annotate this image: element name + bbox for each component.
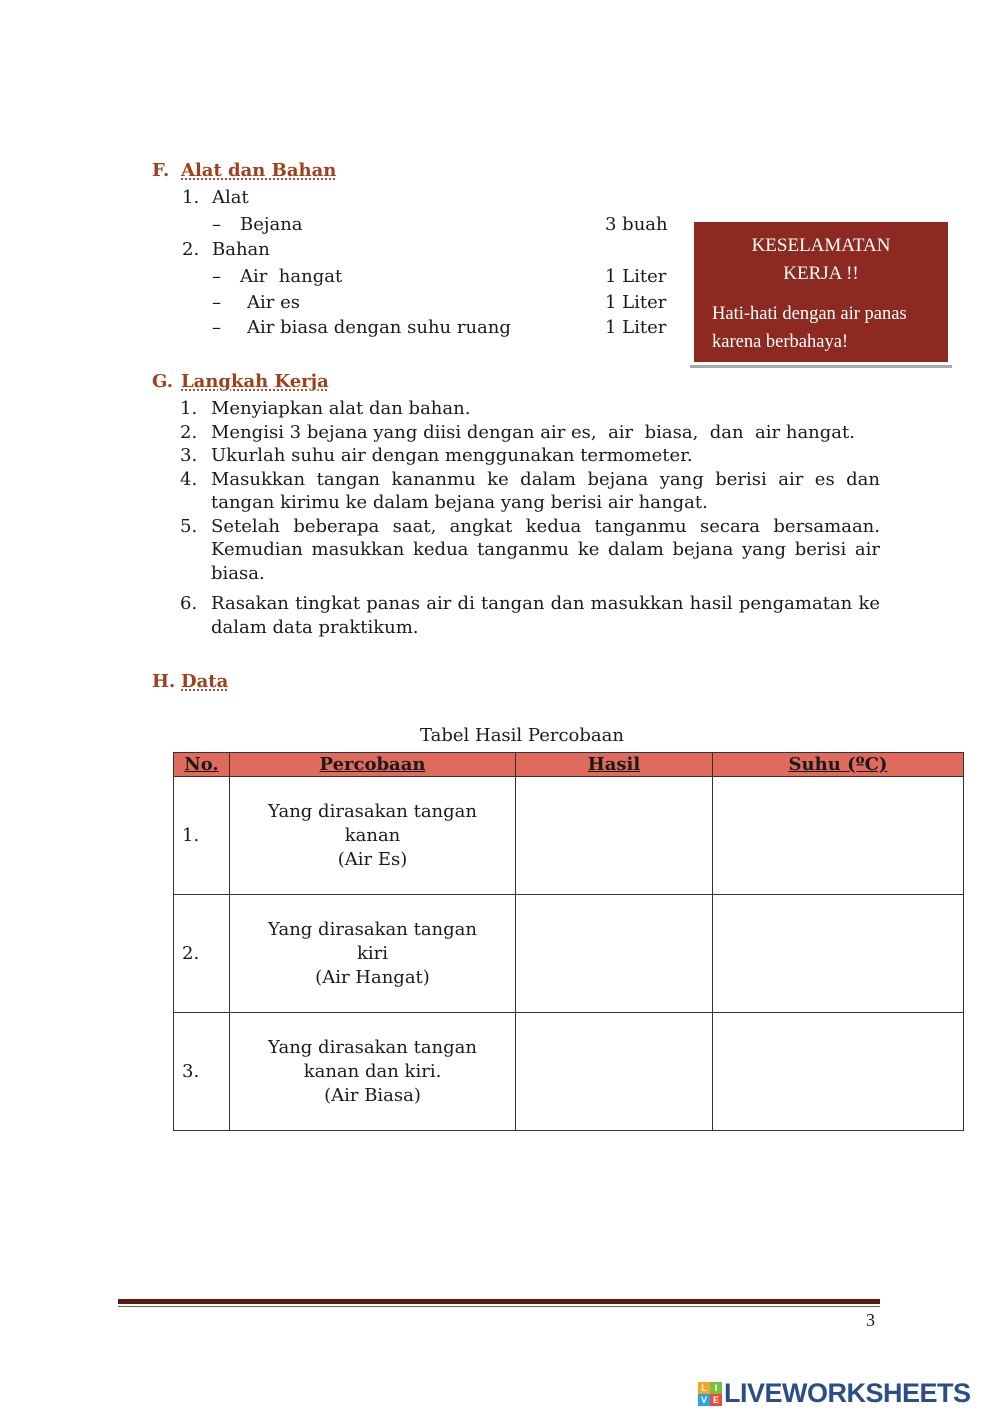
bahan-item-qty: 1 Liter <box>605 266 667 287</box>
alat-number: 1. <box>182 187 200 208</box>
bahan-item-qty: 1 Liter <box>605 292 667 313</box>
percobaan-line2: kanan <box>344 824 401 846</box>
section-title-data: Data <box>181 671 229 692</box>
logo-letter: V <box>698 1394 710 1406</box>
callout-title-line2: KERJA !! <box>783 263 859 284</box>
list-dash: – <box>212 317 221 338</box>
step-item <box>180 592 880 639</box>
step-text: Masukkan tangan kananmu ke dalam bejana yang berisi air es dan tangan kirimu ke dalam bejana yang berisi air hangat. <box>211 468 880 513</box>
percobaan-line1: Yang dirasakan tangan <box>268 800 477 822</box>
section-letter-f: F. <box>152 160 170 181</box>
table-row <box>174 895 964 1013</box>
percobaan-line3: (Air Biasa) <box>324 1084 421 1106</box>
section-letter-h: H. <box>152 671 176 692</box>
list-dash: – <box>212 292 221 313</box>
hasil-cell[interactable] <box>516 777 713 895</box>
section-title-langkah-kerja: Langkah Kerja <box>181 371 329 392</box>
step-number: 5. <box>180 515 198 537</box>
table-header-row <box>174 753 964 777</box>
step-number: 1. <box>180 398 198 419</box>
table-caption: Tabel Hasil Percobaan <box>420 725 624 746</box>
safety-callout <box>694 222 948 362</box>
step-text: Setelah beberapa saat, angkat kedua tanganmu secara bersamaan. Kemudian masukkan kedua tanganmu ke dalam bejana yang berisi air biasa. <box>211 515 880 584</box>
step-item <box>180 515 880 586</box>
header-hasil: Hasil <box>516 753 713 777</box>
list-dash: – <box>212 266 221 287</box>
bahan-label: Bahan <box>212 239 270 260</box>
alat-item-name: Bejana <box>240 214 303 235</box>
bahan-item-name: Air es <box>247 292 300 313</box>
section-letter-g: G. <box>152 371 173 392</box>
results-table <box>173 752 964 1131</box>
step-number: 3. <box>180 445 198 466</box>
bahan-item-name: Air biasa dengan suhu ruang <box>247 317 511 338</box>
suhu-cell[interactable] <box>713 895 964 1013</box>
row-number: 1. <box>174 777 230 895</box>
list-dash: – <box>212 214 221 235</box>
row-number: 2. <box>174 895 230 1013</box>
suhu-cell[interactable] <box>713 1013 964 1131</box>
callout-title-line1: KESELAMATAN <box>751 235 891 256</box>
brand-name: LIVEWORKSHEETS <box>724 1378 971 1408</box>
bahan-number: 2. <box>182 239 200 260</box>
step-number: 4. <box>180 468 198 490</box>
hasil-cell[interactable] <box>516 895 713 1013</box>
steps-list <box>180 397 880 639</box>
step-number: 6. <box>180 593 198 614</box>
alat-item-qty: 3 buah <box>605 214 668 235</box>
header-suhu: Suhu (ºC) <box>713 753 964 777</box>
page-number: 3 <box>866 1310 875 1330</box>
hasil-cell[interactable] <box>516 1013 713 1131</box>
row-percobaan <box>230 777 516 895</box>
suhu-cell[interactable] <box>713 777 964 895</box>
callout-title <box>694 232 948 288</box>
step-item <box>180 397 880 421</box>
header-percobaan: Percobaan <box>230 753 516 777</box>
callout-message-line1: Hati-hati dengan air panas <box>712 304 907 324</box>
callout-shadow <box>690 365 952 368</box>
percobaan-line1: Yang dirasakan tangan <box>268 918 477 940</box>
logo-letter: I <box>710 1382 722 1394</box>
step-number: 2. <box>180 421 198 443</box>
row-percobaan <box>230 895 516 1013</box>
step-item <box>180 421 880 445</box>
percobaan-line3: (Air Es) <box>337 848 408 870</box>
table-row <box>174 1013 964 1131</box>
footer-rule <box>118 1299 880 1304</box>
step-text: Rasakan tingkat panas air di tangan dan masukkan hasil pengamatan ke dalam data praktikum. <box>211 593 880 638</box>
percobaan-line2: kiri <box>356 942 389 964</box>
liveworksheets-brand <box>698 1378 971 1409</box>
section-title-alat-dan-bahan: Alat dan Bahan <box>181 160 337 181</box>
callout-message <box>712 300 948 356</box>
liveworksheets-logo-icon <box>698 1382 722 1406</box>
step-text: Ukurlah suhu air dengan menggunakan termometer. <box>211 445 693 466</box>
logo-letter: L <box>698 1382 710 1394</box>
percobaan-line1: Yang dirasakan tangan <box>268 1036 477 1058</box>
percobaan-line2: kanan dan kiri. <box>303 1060 442 1082</box>
footer-rule-thin <box>118 1306 880 1307</box>
step-text: Menyiapkan alat dan bahan. <box>211 398 471 419</box>
bahan-item-qty: 1 Liter <box>605 317 667 338</box>
bahan-item-name: Air hangat <box>240 266 343 287</box>
row-number: 3. <box>174 1013 230 1131</box>
table-row <box>174 777 964 895</box>
header-no: No. <box>174 753 230 777</box>
alat-label: Alat <box>212 187 249 208</box>
logo-letter: E <box>710 1394 722 1406</box>
step-item <box>180 468 880 515</box>
callout-message-line2: karena berbahaya! <box>712 332 849 352</box>
percobaan-line3: (Air Hangat) <box>315 966 430 988</box>
step-item <box>180 444 880 468</box>
row-percobaan <box>230 1013 516 1131</box>
step-text: Mengisi 3 bejana yang diisi dengan air es, air biasa, dan air hangat. <box>211 421 855 443</box>
